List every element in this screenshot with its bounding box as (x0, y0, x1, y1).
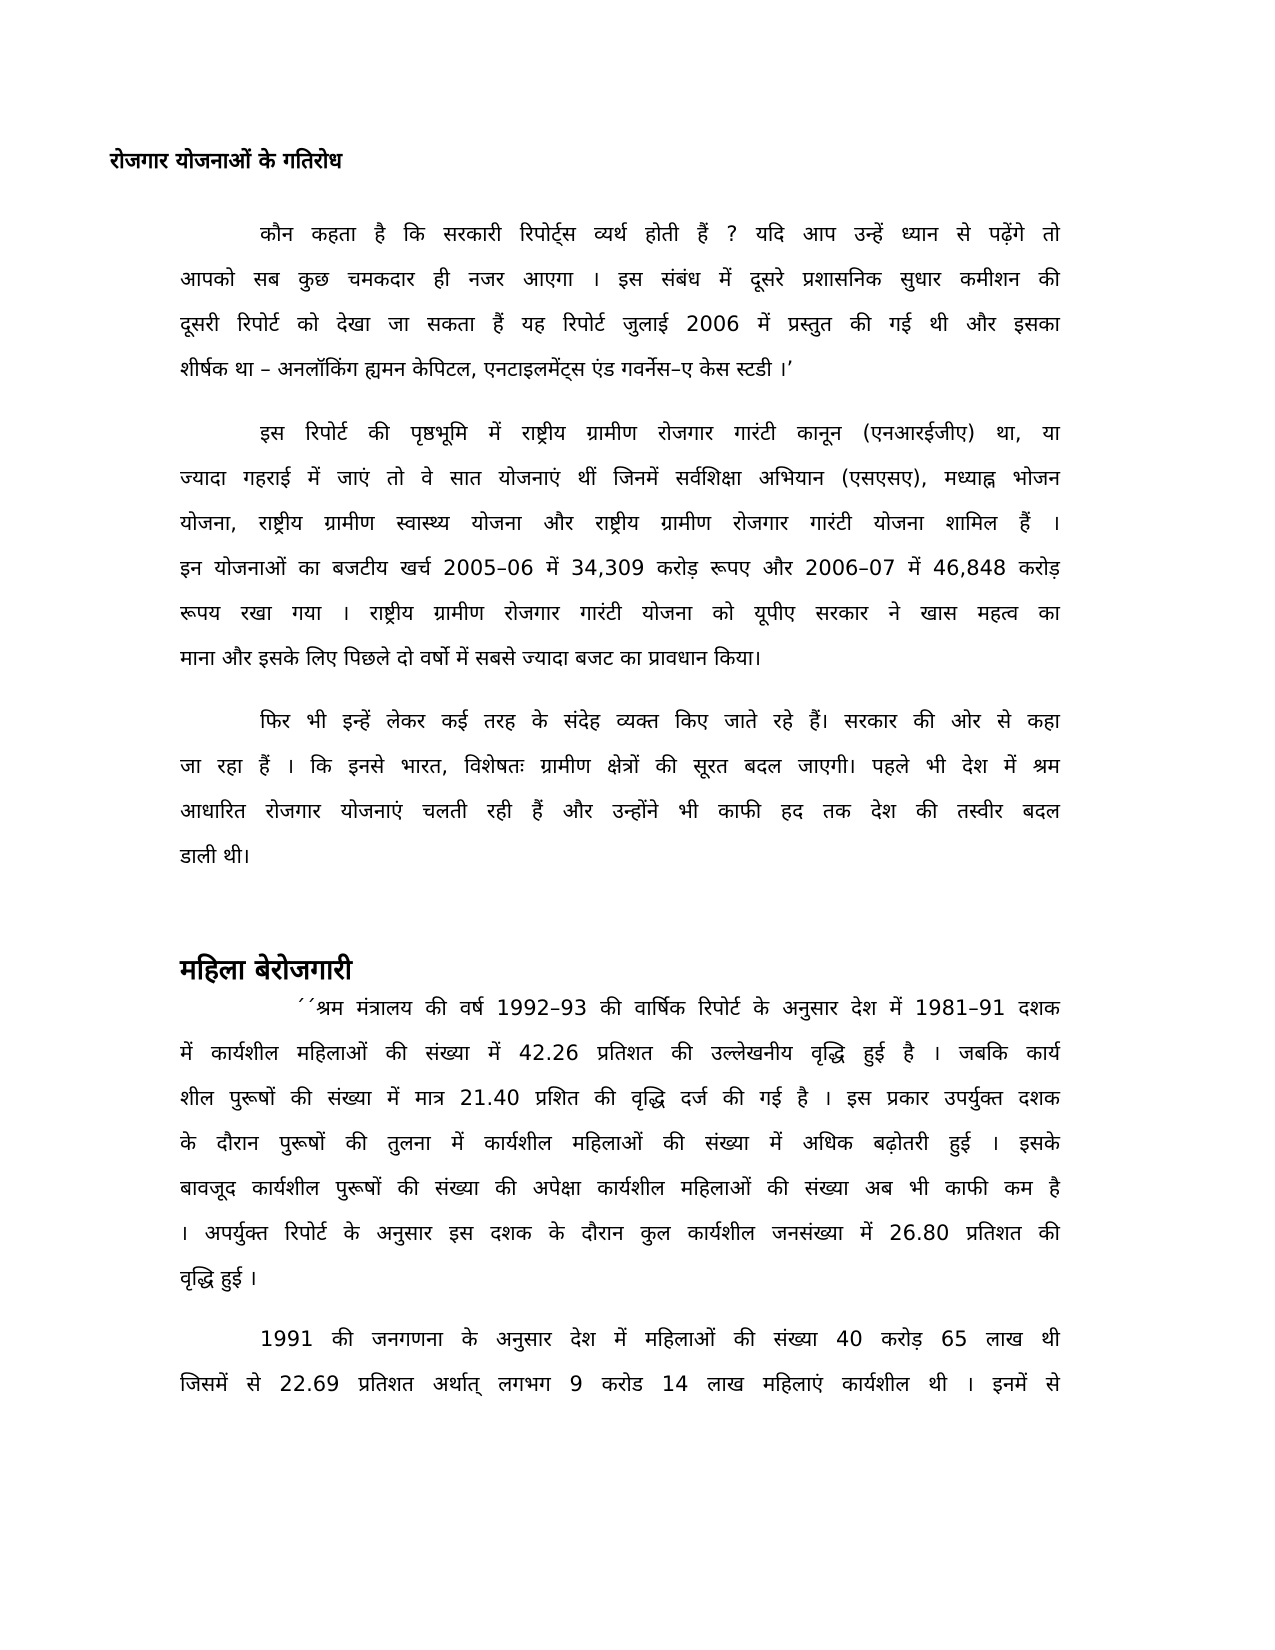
paragraph-line: जिसमें से 22.69 प्रतिशत अर्थात् लगभग 9 करोड 14 लाख महिलाएं कार्यशील थी । इनमें से (180, 1372, 1060, 1396)
paragraph-line: 1991 की जनगणना के अनुसार देश में महिलाओं की संख्या 40 करोड़ 65 लाख थी (260, 1327, 1060, 1351)
paragraph-2 (180, 411, 1060, 681)
paragraph-line: योजना, राष्ट्रीय ग्रामीण स्वास्थ्य योजना और राष्ट्रीय ग्रामीण रोजगार गारंटी योजना शामिल हैं । (180, 511, 1060, 535)
paragraph-line: डाली थी। (180, 844, 250, 868)
paragraph-line: में कार्यशील महिलाओं की संख्या में 42.26 प्रतिशत की उल्लेखनीय वृद्धि हुई है । जबकि कार्य (180, 1041, 1060, 1065)
paragraph-line: माना और इसके लिए पिछले दो वर्षो में सबसे ज्यादा बजट का प्रावधान किया। (180, 646, 762, 670)
paragraph-line: इस रिपोर्ट की पृष्ठभूमि में राष्ट्रीय ग्रामीण रोजगार गारंटी कानून (एनआरईजीए) था, या (260, 421, 1060, 445)
section-heading-employment-schemes: रोजगार योजनाओं के गतिरोध (110, 149, 343, 174)
paragraph-line: बावजूद कार्यशील पुरूषों की संख्या की अपेक्षा कार्यशील महिलाओं की संख्या अब भी काफी कम है (180, 1176, 1060, 1200)
paragraph-line: शीर्षक था – अनलॉकिंग ह्यमन केपिटल, एनटाइलमेंट्स एंड गवर्नेस–ए केस स्टडी ।’ (180, 357, 794, 381)
paragraph-line: ज्यादा गहराई में जाएं तो वे सात योजनाएं थीं जिनमें सर्वशिक्षा अभियान (एसएसए), मध्याह्न भोजन (180, 466, 1060, 490)
paragraph-line: इन योजनाओं का बजटीय खर्च 2005–06 में 34,309 करोड़ रूपए और 2006–07 में 46,848 करोड़ (180, 556, 1060, 580)
paragraph-line: फिर भी इन्हें लेकर कई तरह के संदेह व्यक्त किए जाते रहे हैं। सरकार की ओर से कहा (260, 709, 1060, 733)
paragraph-line: ´´श्रम मंत्रालय की वर्ष 1992–93 की वार्षिक रिपोर्ट के अनुसार देश में 1981–91 दशक (295, 996, 1060, 1020)
paragraph-line: आपको सब कुछ चमकदार ही नजर आएगा । इस संबंध में दूसरे प्रशासनिक सुधार कमीशन की (180, 267, 1060, 291)
paragraph-line: जा रहा हैं । कि इनसे भारत, विशेषतः ग्रामीण क्षेत्रों की सूरत बदल जाएगी। पहले भी देश में श्रम (180, 754, 1060, 778)
paragraph-1 (180, 212, 1060, 392)
paragraph-5 (180, 1317, 1060, 1407)
paragraph-line: दूसरी रिपोर्ट को देखा जा सकता हैं यह रिपोर्ट जुलाई 2006 में प्रस्तुत की गई थी और इसका (180, 312, 1060, 336)
paragraph-line: रूपय रखा गया । राष्ट्रीय ग्रामीण रोजगार गारंटी योजना को यूपीए सरकार ने खास महत्व का (180, 601, 1060, 625)
paragraph-line: । अपर्युक्त रिपोर्ट के अनुसार इस दशक के दौरान कुल कार्यशील जनसंख्या में 26.80 प्रतिशत की (180, 1221, 1060, 1245)
paragraph-3 (180, 699, 1060, 879)
section-heading-women-unemployment: महिला बेरोजगारी (180, 953, 353, 986)
paragraph-line: कौन कहता है कि सरकारी रिपोर्ट्स व्यर्थ होती हैं ? यदि आप उन्हें ध्यान से पढ़ेंगे तो (260, 222, 1060, 246)
paragraph-line: वृद्धि हुई । (180, 1266, 257, 1290)
paragraph-line: के दौरान पुरूषों की तुलना में कार्यशील महिलाओं की संख्या में अधिक बढ़ोतरी हुई । इसके (180, 1131, 1060, 1155)
paragraph-4 (180, 986, 1060, 1301)
paragraph-line: शील पुरूषों की संख्या में मात्र 21.40 प्रशित की वृद्धि दर्ज की गई है । इस प्रकार उपर्युक्त दशक (180, 1086, 1060, 1110)
paragraph-line: आधारित रोजगार योजनाएं चलती रही हैं और उन्होंने भी काफी हद तक देश की तस्वीर बदल (180, 799, 1060, 823)
